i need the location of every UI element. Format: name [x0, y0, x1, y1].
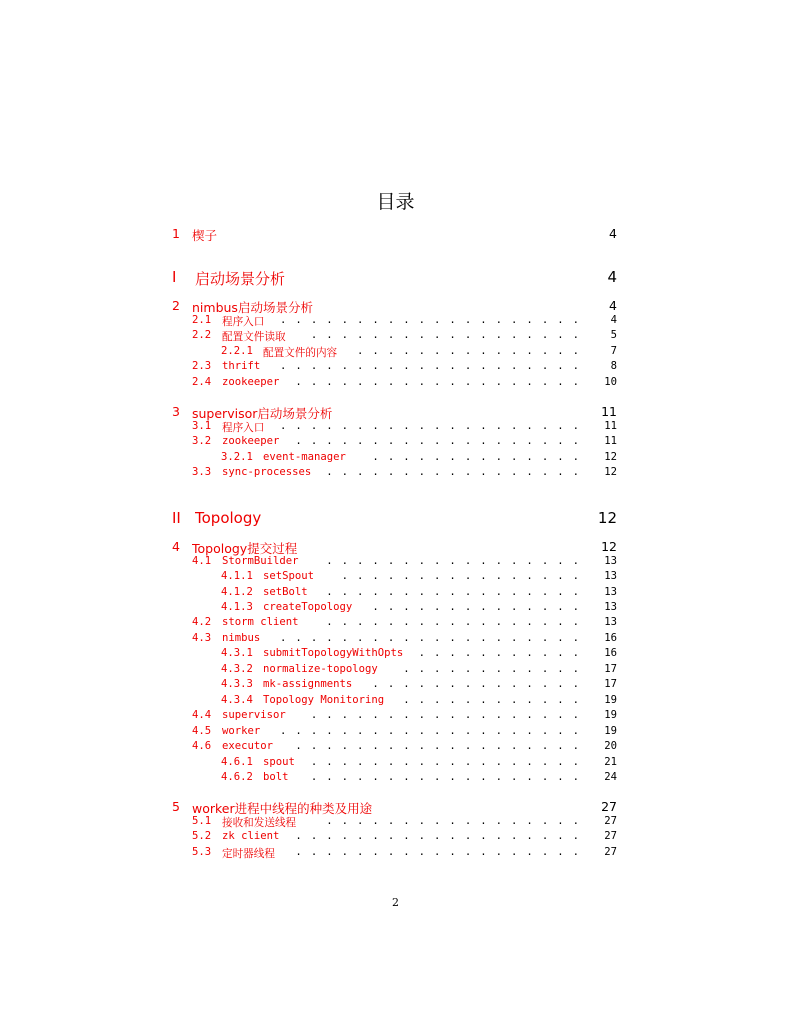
- toc-entry-title: 启动场景分析: [195, 270, 286, 288]
- toc-entry-number: I: [172, 268, 177, 286]
- toc-entry-title: bolt: [263, 771, 289, 783]
- toc-entry-section[interactable]: [0, 830, 791, 844]
- toc-entry-number: 4.6.2: [221, 771, 253, 783]
- toc-entry-title: Topology Monitoring: [263, 694, 385, 706]
- toc-entry-page: 13: [604, 601, 617, 613]
- dot-leader: . . . . . . . . . . . . . . . . . . . .: [280, 314, 579, 326]
- dot-leader: . . . . . . . . . . . . . . . . . . . .: [280, 420, 579, 432]
- toc-entry-page: 4: [607, 268, 617, 286]
- toc-entry-page: 17: [604, 663, 617, 675]
- toc-entry-title: Topology: [195, 509, 262, 527]
- page-number: 2: [392, 896, 399, 909]
- toc-entry-title: supervisor启动场景分析: [192, 406, 333, 421]
- toc-entry-number: 4.1.3: [221, 601, 253, 613]
- toc-entry-title: StormBuilder: [222, 555, 299, 567]
- toc-entry-number: 4.3: [192, 632, 212, 644]
- dot-leader: . . . . . . . . . . . . . . . . .: [326, 616, 579, 628]
- toc-entry-number: 4.1.2: [221, 586, 253, 598]
- toc-entry-page: 4: [609, 298, 617, 313]
- dot-leader: . . . . . . . . . . . . . . . . . . . .: [280, 360, 579, 372]
- toc-entry-subsection[interactable]: [0, 345, 791, 359]
- dot-leader: . . . . . . . . . . . . . . . . . . .: [295, 740, 579, 752]
- toc-entry-subsection[interactable]: [0, 586, 791, 600]
- dot-leader: . . . . . . . . . . . . . . . . . .: [310, 771, 579, 783]
- toc-entry-title: executor: [222, 740, 274, 752]
- dot-leader: . . . . . . . . . . . . . . . . .: [326, 815, 579, 827]
- toc-entry-title: nimbus: [222, 632, 261, 644]
- toc-entry-page: 16: [604, 647, 617, 659]
- dot-leader: . . . . . . . . . . . . . .: [372, 678, 579, 690]
- toc-entry-number: 3.2.1: [221, 451, 253, 463]
- toc-entry-subsection[interactable]: [0, 678, 791, 692]
- toc-entry-page: 27: [604, 830, 617, 842]
- toc-entry-page: 7: [610, 345, 617, 357]
- dot-leader: . . . . . . . . . . . . . . . .: [341, 570, 579, 582]
- toc-entry-page: 19: [604, 694, 617, 706]
- toc-entry-number: 4.3.3: [221, 678, 253, 690]
- toc-entry-number: 3.2: [192, 435, 212, 447]
- toc-entry-section[interactable]: [0, 314, 791, 328]
- toc-entry-section[interactable]: [0, 376, 791, 390]
- dot-leader: . . . . . . . . . . . . . . . . .: [326, 555, 579, 567]
- toc-entry-title: zookeeper: [222, 435, 280, 447]
- toc-entry-title: normalize-topology: [263, 663, 378, 675]
- dot-leader: . . . . . . . . . . . . . . . . . .: [310, 756, 579, 768]
- toc-entry-page: 19: [604, 709, 617, 721]
- toc-entry-number: 3.3: [192, 466, 212, 478]
- dot-leader: . . . . . . . . . . . . . . . . . . .: [295, 830, 579, 842]
- toc-entry-section[interactable]: [0, 616, 791, 630]
- toc-entry-title: 配置文件的内容: [263, 347, 338, 359]
- toc-entry-page: 4: [610, 314, 617, 326]
- toc-entry-chapter[interactable]: [0, 799, 791, 815]
- toc-entry-subsection[interactable]: [0, 756, 791, 770]
- toc-entry-number: 2.2: [192, 329, 212, 341]
- toc-entry-subsection[interactable]: [0, 601, 791, 615]
- toc-entry-subsection[interactable]: [0, 663, 791, 677]
- toc-entry-page: 10: [604, 376, 617, 388]
- toc-title: 目录: [376, 191, 415, 213]
- toc-entry-section[interactable]: [0, 815, 791, 829]
- toc-entry-number: 5.1: [192, 815, 212, 827]
- dot-leader: . . . . . . . . . . . .: [403, 663, 579, 675]
- toc-entry-section[interactable]: [0, 846, 791, 860]
- toc-entry-title: event-manager: [263, 451, 346, 463]
- toc-entry-number: 4.1: [192, 555, 212, 567]
- toc-entry-section[interactable]: [0, 709, 791, 723]
- toc-entry-title: worker进程中线程的种类及用途: [192, 801, 373, 816]
- toc-entry-page: 24: [604, 771, 617, 783]
- toc-entry-page: 13: [604, 570, 617, 582]
- toc-entry-chapter[interactable]: [0, 226, 791, 242]
- toc-entry-number: 4.2: [192, 616, 212, 628]
- toc-entry-number: 4.1.1: [221, 570, 253, 582]
- toc-entry-number: II: [172, 509, 181, 527]
- toc-entry-title: zookeeper: [222, 376, 280, 388]
- toc-entry-page: 20: [604, 740, 617, 752]
- toc-entry-title: worker: [222, 725, 261, 737]
- toc-entry-title: setSpout: [263, 570, 315, 582]
- dot-leader: . . . . . . . . . . . . . . . . .: [326, 466, 579, 478]
- toc-entry-title: sync-processes: [222, 466, 312, 478]
- toc-entry-page: 13: [604, 616, 617, 628]
- toc-entry-page: 13: [604, 586, 617, 598]
- toc-entry-title: Topology提交过程: [192, 541, 298, 556]
- toc-entry-chapter[interactable]: [0, 298, 791, 314]
- toc-entry-page: 12: [604, 466, 617, 478]
- toc-entry-part[interactable]: [0, 509, 791, 529]
- toc-entry-number: 4.6.1: [221, 756, 253, 768]
- toc-entry-title: spout: [263, 756, 295, 768]
- dot-leader: . . . . . . . . . . . . . . .: [357, 345, 579, 357]
- dot-leader: . . . . . . . . . . . . . . . . . .: [310, 329, 579, 341]
- toc-entry-section[interactable]: [0, 632, 791, 646]
- toc-entry-page: 21: [604, 756, 617, 768]
- toc-entry-section[interactable]: [0, 466, 791, 480]
- toc-entry-chapter[interactable]: [0, 539, 791, 555]
- toc-entry-title: nimbus启动场景分析: [192, 300, 313, 315]
- toc-entry-section[interactable]: [0, 740, 791, 754]
- toc-entry-page: 12: [604, 451, 617, 463]
- toc-entry-title: submitTopologyWithOpts: [263, 647, 404, 659]
- toc-entry-number: 2: [172, 298, 180, 313]
- dot-leader: . . . . . . . . . . . . . . . . .: [326, 586, 579, 598]
- dot-leader: . . . . . . . . . . .: [418, 647, 579, 659]
- toc-entry-number: 5: [172, 799, 180, 814]
- toc-entry-title: createTopology: [263, 601, 353, 613]
- toc-entry-title: 程序入口: [222, 316, 265, 328]
- toc-entry-subsection[interactable]: [0, 451, 791, 465]
- toc-entry-subsection[interactable]: [0, 771, 791, 785]
- toc-entry-number: 4.3.1: [221, 647, 253, 659]
- dot-leader: . . . . . . . . . . . . . . . . . .: [310, 709, 579, 721]
- toc-entry-number: 4.3.2: [221, 663, 253, 675]
- dot-leader: . . . . . . . . . . . . . . . . . . .: [295, 846, 579, 858]
- toc-entry-page: 27: [604, 846, 617, 858]
- toc-entry-subsection[interactable]: [0, 570, 791, 584]
- toc-entry-page: 12: [597, 509, 617, 527]
- toc-entry-page: 16: [604, 632, 617, 644]
- toc-entry-page: 27: [604, 815, 617, 827]
- toc-entry-part[interactable]: [0, 268, 791, 288]
- toc-entry-section[interactable]: [0, 420, 791, 434]
- dot-leader: . . . . . . . . . . . . . .: [372, 601, 579, 613]
- dot-leader: . . . . . . . . . . . . . . . . . . .: [295, 435, 579, 447]
- toc-entry-page: 5: [610, 329, 617, 341]
- toc-entry-subsection[interactable]: [0, 647, 791, 661]
- toc-entry-page: 13: [604, 555, 617, 567]
- toc-entry-section[interactable]: [0, 725, 791, 739]
- dot-leader: . . . . . . . . . . . . . . . . . . . .: [280, 725, 579, 737]
- toc-entry-title: 接收和发送线程: [222, 817, 297, 829]
- toc-entry-number: 4.4: [192, 709, 212, 721]
- toc-entry-number: 2.3: [192, 360, 212, 372]
- dot-leader: . . . . . . . . . . . . . .: [372, 451, 579, 463]
- toc-entry-number: 2.1: [192, 314, 212, 326]
- toc-entry-section[interactable]: [0, 360, 791, 374]
- toc-entry-title: mk-assignments: [263, 678, 353, 690]
- toc-entry-number: 2.2.1: [221, 345, 253, 357]
- toc-entry-title: supervisor: [222, 709, 286, 721]
- dot-leader: . . . . . . . . . . . .: [403, 694, 579, 706]
- toc-entry-chapter[interactable]: [0, 404, 791, 420]
- toc-entry-page: 19: [604, 725, 617, 737]
- toc-entry-page: 17: [604, 678, 617, 690]
- toc-entry-title: zk client: [222, 830, 280, 842]
- toc-entry-number: 4.6: [192, 740, 212, 752]
- toc-entry-title: 配置文件读取: [222, 331, 286, 343]
- toc-entry-title: storm client: [222, 616, 299, 628]
- toc-entry-title: thrift: [222, 360, 261, 372]
- toc-entry-page: 8: [610, 360, 617, 372]
- toc-entry-title: setBolt: [263, 586, 308, 598]
- toc-entry-subsection[interactable]: [0, 694, 791, 708]
- toc-entry-page: 11: [601, 404, 617, 419]
- toc-entry-title: 程序入口: [222, 422, 265, 434]
- toc-entry-page: 11: [604, 435, 617, 447]
- toc-entry-number: 1: [172, 226, 180, 241]
- toc-entry-number: 4: [172, 539, 180, 554]
- toc-entry-number: 5.2: [192, 830, 212, 842]
- toc-entry-page: 4: [609, 226, 617, 241]
- toc-entry-section[interactable]: [0, 555, 791, 569]
- toc-entry-number: 3.1: [192, 420, 212, 432]
- toc-entry-number: 5.3: [192, 846, 212, 858]
- dot-leader: . . . . . . . . . . . . . . . . . . .: [295, 376, 579, 388]
- toc-entry-number: 4.5: [192, 725, 212, 737]
- toc-entry-section[interactable]: [0, 329, 791, 343]
- toc-entry-number: 2.4: [192, 376, 212, 388]
- toc-entry-number: 3: [172, 404, 180, 419]
- dot-leader: . . . . . . . . . . . . . . . . . . . .: [280, 632, 579, 644]
- toc-entry-page: 12: [601, 539, 617, 554]
- toc-entry-number: 4.3.4: [221, 694, 253, 706]
- toc-entry-title: 定时器线程: [222, 848, 275, 860]
- toc-entry-title: 楔子: [192, 228, 218, 243]
- toc-entry-page: 11: [604, 420, 617, 432]
- toc-entry-section[interactable]: [0, 435, 791, 449]
- toc-entry-page: 27: [601, 799, 617, 814]
